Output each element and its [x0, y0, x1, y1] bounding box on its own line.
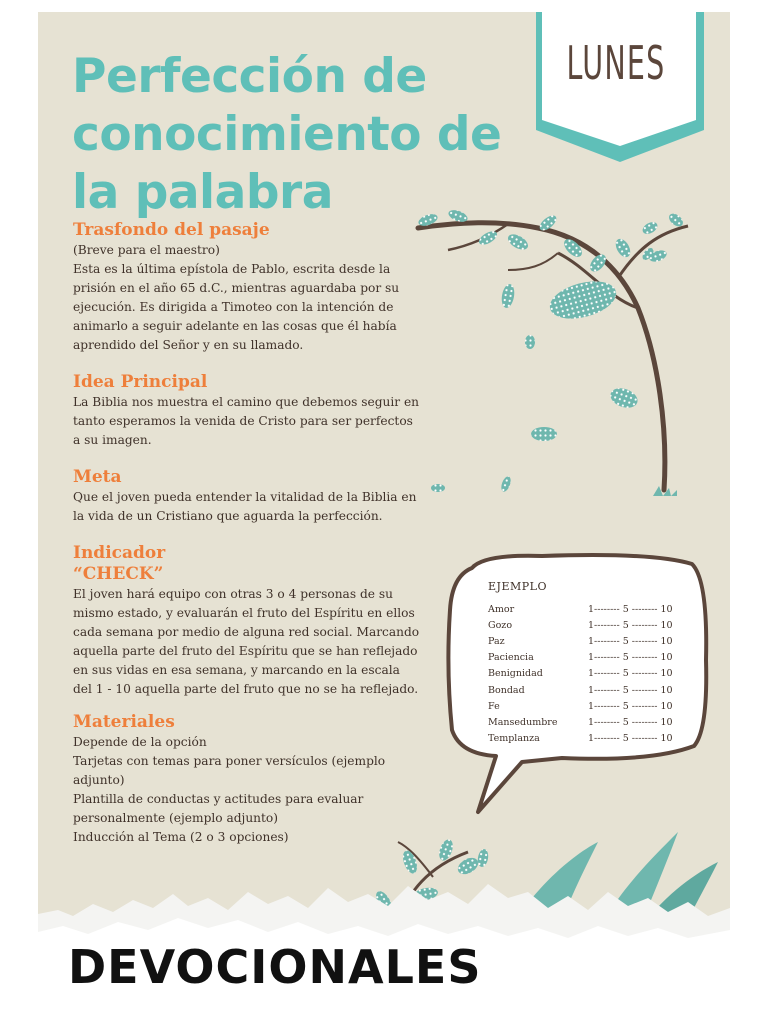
day-label: LUNES	[566, 36, 666, 90]
example-row	[488, 698, 708, 714]
rating-scale: 1-------- 5 -------- 10	[588, 668, 673, 680]
section-heading	[73, 467, 433, 488]
section-body	[73, 241, 433, 355]
fruit-name: Mansedumbre	[488, 716, 558, 728]
body-line: ejecución. Es dirigida a Timoteo con la intención de	[73, 300, 394, 314]
body-line: aquella parte del fruto del Espíritu que se han reflejado	[73, 644, 418, 658]
rating-scale: 1-------- 5 -------- 10	[588, 684, 673, 696]
section-heading	[73, 220, 433, 241]
footer-title: DEVOCIONALES	[68, 940, 482, 994]
title-line: la palabra	[72, 165, 333, 220]
body-line: prisión en el año 65 d.C., mientras aguardaba por su	[73, 281, 400, 295]
section-meta	[73, 467, 433, 526]
fruit-name: Templanza	[488, 733, 540, 745]
section-body	[73, 488, 433, 526]
section-heading	[73, 372, 433, 393]
body-line: Tarjetas con temas para poner versículos (ejemplo	[73, 754, 386, 768]
example-row	[488, 731, 708, 747]
fruit-name: Paz	[488, 635, 505, 647]
body-line: Inducción al Tema (2 o 3 opciones)	[73, 830, 289, 844]
body-line: mismo estado, y evaluarán el fruto del Espíritu en ellos	[73, 606, 415, 620]
example-row	[488, 714, 708, 730]
heading-line: “CHECK”	[73, 564, 164, 584]
section-heading	[73, 543, 433, 585]
heading-line: Trasfondo del pasaje	[73, 220, 270, 240]
rating-scale: 1-------- 5 -------- 10	[588, 716, 673, 728]
body-line: (Breve para el maestro)	[73, 243, 220, 257]
example-row	[488, 617, 708, 633]
page-title	[72, 48, 512, 222]
devotional-page	[38, 12, 730, 1012]
body-line: personalmente (ejemplo adjunto)	[73, 811, 279, 825]
example-row	[488, 601, 708, 617]
body-line: La Biblia nos muestra el camino que debemos seguir en	[73, 395, 420, 409]
rating-scale: 1-------- 5 -------- 10	[588, 652, 673, 664]
body-line: Que el joven pueda entender la vitalidad de la Biblia en	[73, 490, 417, 504]
body-line: adjunto)	[73, 773, 125, 787]
example-row	[488, 650, 708, 666]
example-title: EJEMPLO	[488, 580, 547, 593]
heading-line: Indicador	[73, 543, 166, 563]
section-body	[73, 393, 433, 450]
title-line: Perfección de	[72, 49, 427, 104]
fruit-name: Benignidad	[488, 668, 543, 680]
fruit-name: Fe	[488, 700, 500, 712]
section-indicador	[73, 543, 433, 699]
example-row	[488, 633, 708, 649]
rating-scale: 1-------- 5 -------- 10	[588, 603, 673, 615]
rating-scale: 1-------- 5 -------- 10	[588, 700, 673, 712]
example-row	[488, 666, 708, 682]
rating-scale: 1-------- 5 -------- 10	[588, 619, 673, 631]
example-row	[488, 682, 708, 698]
heading-line: Materiales	[73, 712, 175, 732]
example-scale-table	[488, 580, 708, 747]
section-heading	[73, 712, 433, 733]
title-line: conocimiento de	[72, 107, 502, 162]
fruit-name: Amor	[488, 603, 515, 615]
fruit-name: Paciencia	[488, 652, 534, 664]
body-line: El joven hará equipo con otras 3 o 4 personas de su	[73, 587, 393, 601]
body-line: Esta es la última epístola de Pablo, escrita desde la	[73, 262, 391, 276]
rating-scale: 1-------- 5 -------- 10	[588, 635, 673, 647]
section-body	[73, 585, 433, 699]
body-line: la vida de un Cristiano que aguarda la perfección.	[73, 509, 383, 523]
body-line: del 1 - 10 aquella parte del fruto que no se ha reflejado.	[73, 682, 419, 696]
section-idea-principal	[73, 372, 433, 450]
fruit-name: Bondad	[488, 684, 525, 696]
fruit-name: Gozo	[488, 619, 513, 631]
body-line: tanto esperamos la venida de Cristo para ser perfectos	[73, 414, 413, 428]
body-line: cada semana por medio de alguna red social. Marcando	[73, 625, 420, 639]
body-line: Depende de la opción	[73, 735, 207, 749]
body-line: aprendido del Señor y en su llamado.	[73, 338, 304, 352]
body-line: Plantilla de conductas y actitudes para evaluar	[73, 792, 364, 806]
section-trasfondo	[73, 220, 433, 355]
body-line: animarlo a seguir adelante en las cosas que él había	[73, 319, 397, 333]
rating-scale: 1-------- 5 -------- 10	[588, 733, 673, 745]
body-line: en sus vidas en esa semana, y marcando en la escala	[73, 663, 400, 677]
heading-line: Meta	[73, 467, 122, 487]
body-line: a su imagen.	[73, 433, 152, 447]
heading-line: Idea Principal	[73, 372, 208, 392]
